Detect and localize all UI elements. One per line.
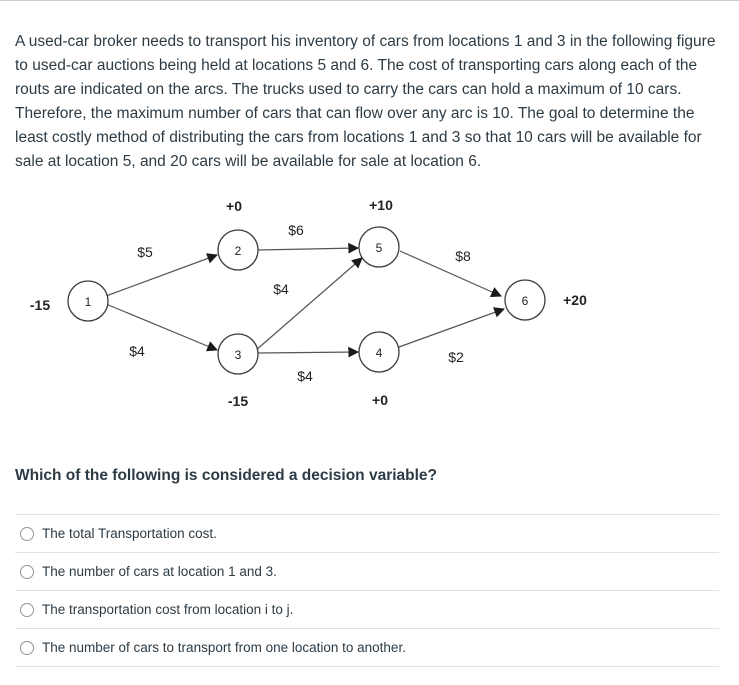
- node-3: [218, 334, 258, 374]
- node-5-supply: +10: [369, 197, 393, 213]
- radio-button[interactable]: [20, 603, 34, 617]
- arc-5-6: [400, 251, 501, 296]
- node-1-label: 1: [84, 295, 92, 309]
- top-divider: [0, 0, 739, 1]
- arc-cost-5-6: $8: [455, 248, 471, 264]
- node-3-label: 3: [234, 348, 242, 362]
- answer-options: [15, 514, 719, 667]
- node-5: [359, 227, 399, 267]
- node-2-supply: +0: [226, 198, 242, 214]
- node-3-supply: -15: [227, 393, 249, 409]
- arc-3-4: [258, 352, 358, 353]
- arc-cost-3-5: $4: [273, 281, 289, 297]
- arc-cost-1-3: $4: [129, 343, 145, 359]
- question-prompt: Which of the following is considered a decision variable?: [15, 467, 438, 484]
- node-6-label: 6: [521, 294, 529, 308]
- answer-option[interactable]: [15, 629, 719, 667]
- arc-cost-4-6: $2: [448, 349, 464, 365]
- answer-option[interactable]: [15, 553, 719, 591]
- node-2-label: 2: [234, 244, 242, 258]
- answer-label: The transportation cost from location i to j.: [42, 602, 294, 617]
- node-2: [218, 230, 258, 270]
- answer-label: The number of cars at location 1 and 3.: [42, 564, 277, 579]
- node-1-supply: -15: [29, 297, 51, 313]
- answer-option[interactable]: [15, 515, 719, 553]
- arc-cost-2-5: $6: [288, 222, 304, 238]
- radio-button[interactable]: [20, 527, 34, 541]
- arc-2-5: [258, 248, 358, 250]
- node-4-label: 4: [375, 346, 383, 360]
- radio-button[interactable]: [20, 641, 34, 655]
- node-6: [505, 280, 545, 320]
- arc-4-6: [399, 309, 504, 347]
- arc-3-5: [255, 258, 362, 351]
- arc-1-3: [106, 304, 217, 350]
- answer-label: The total Transportation cost.: [42, 526, 217, 541]
- question-text: A used-car broker needs to transport his inventory of cars from locations 1 and 3 in the following figure to used-car auctions being held at locations 5 and 6. The cost of transporting cars along each of the routs are indicated on the arcs. The trucks used to carry the cars can hold a maximum of 10 cars. Therefore, the maximum number of cars that can flow over any arc is 10. The goal to determine the least costly method of distributing the cars from locations 1 and 3 so that 10 cars will be available for sale at location 5, and 20 cars will be available for sale at location 6.: [15, 33, 716, 170]
- radio-button[interactable]: [20, 565, 34, 579]
- node-4: [359, 332, 399, 372]
- arc-cost-1-2: $5: [137, 244, 153, 260]
- node-1: [68, 281, 108, 321]
- node-4-supply: +0: [372, 392, 388, 408]
- node-6-supply: +20: [563, 292, 587, 308]
- node-5-label: 5: [375, 241, 383, 255]
- arc-cost-3-4: $4: [297, 368, 313, 384]
- answer-label: The number of cars to transport from one location to another.: [42, 640, 406, 655]
- answer-option[interactable]: [15, 591, 719, 629]
- arc-1-2: [106, 255, 217, 296]
- network-diagram: [0, 185, 739, 415]
